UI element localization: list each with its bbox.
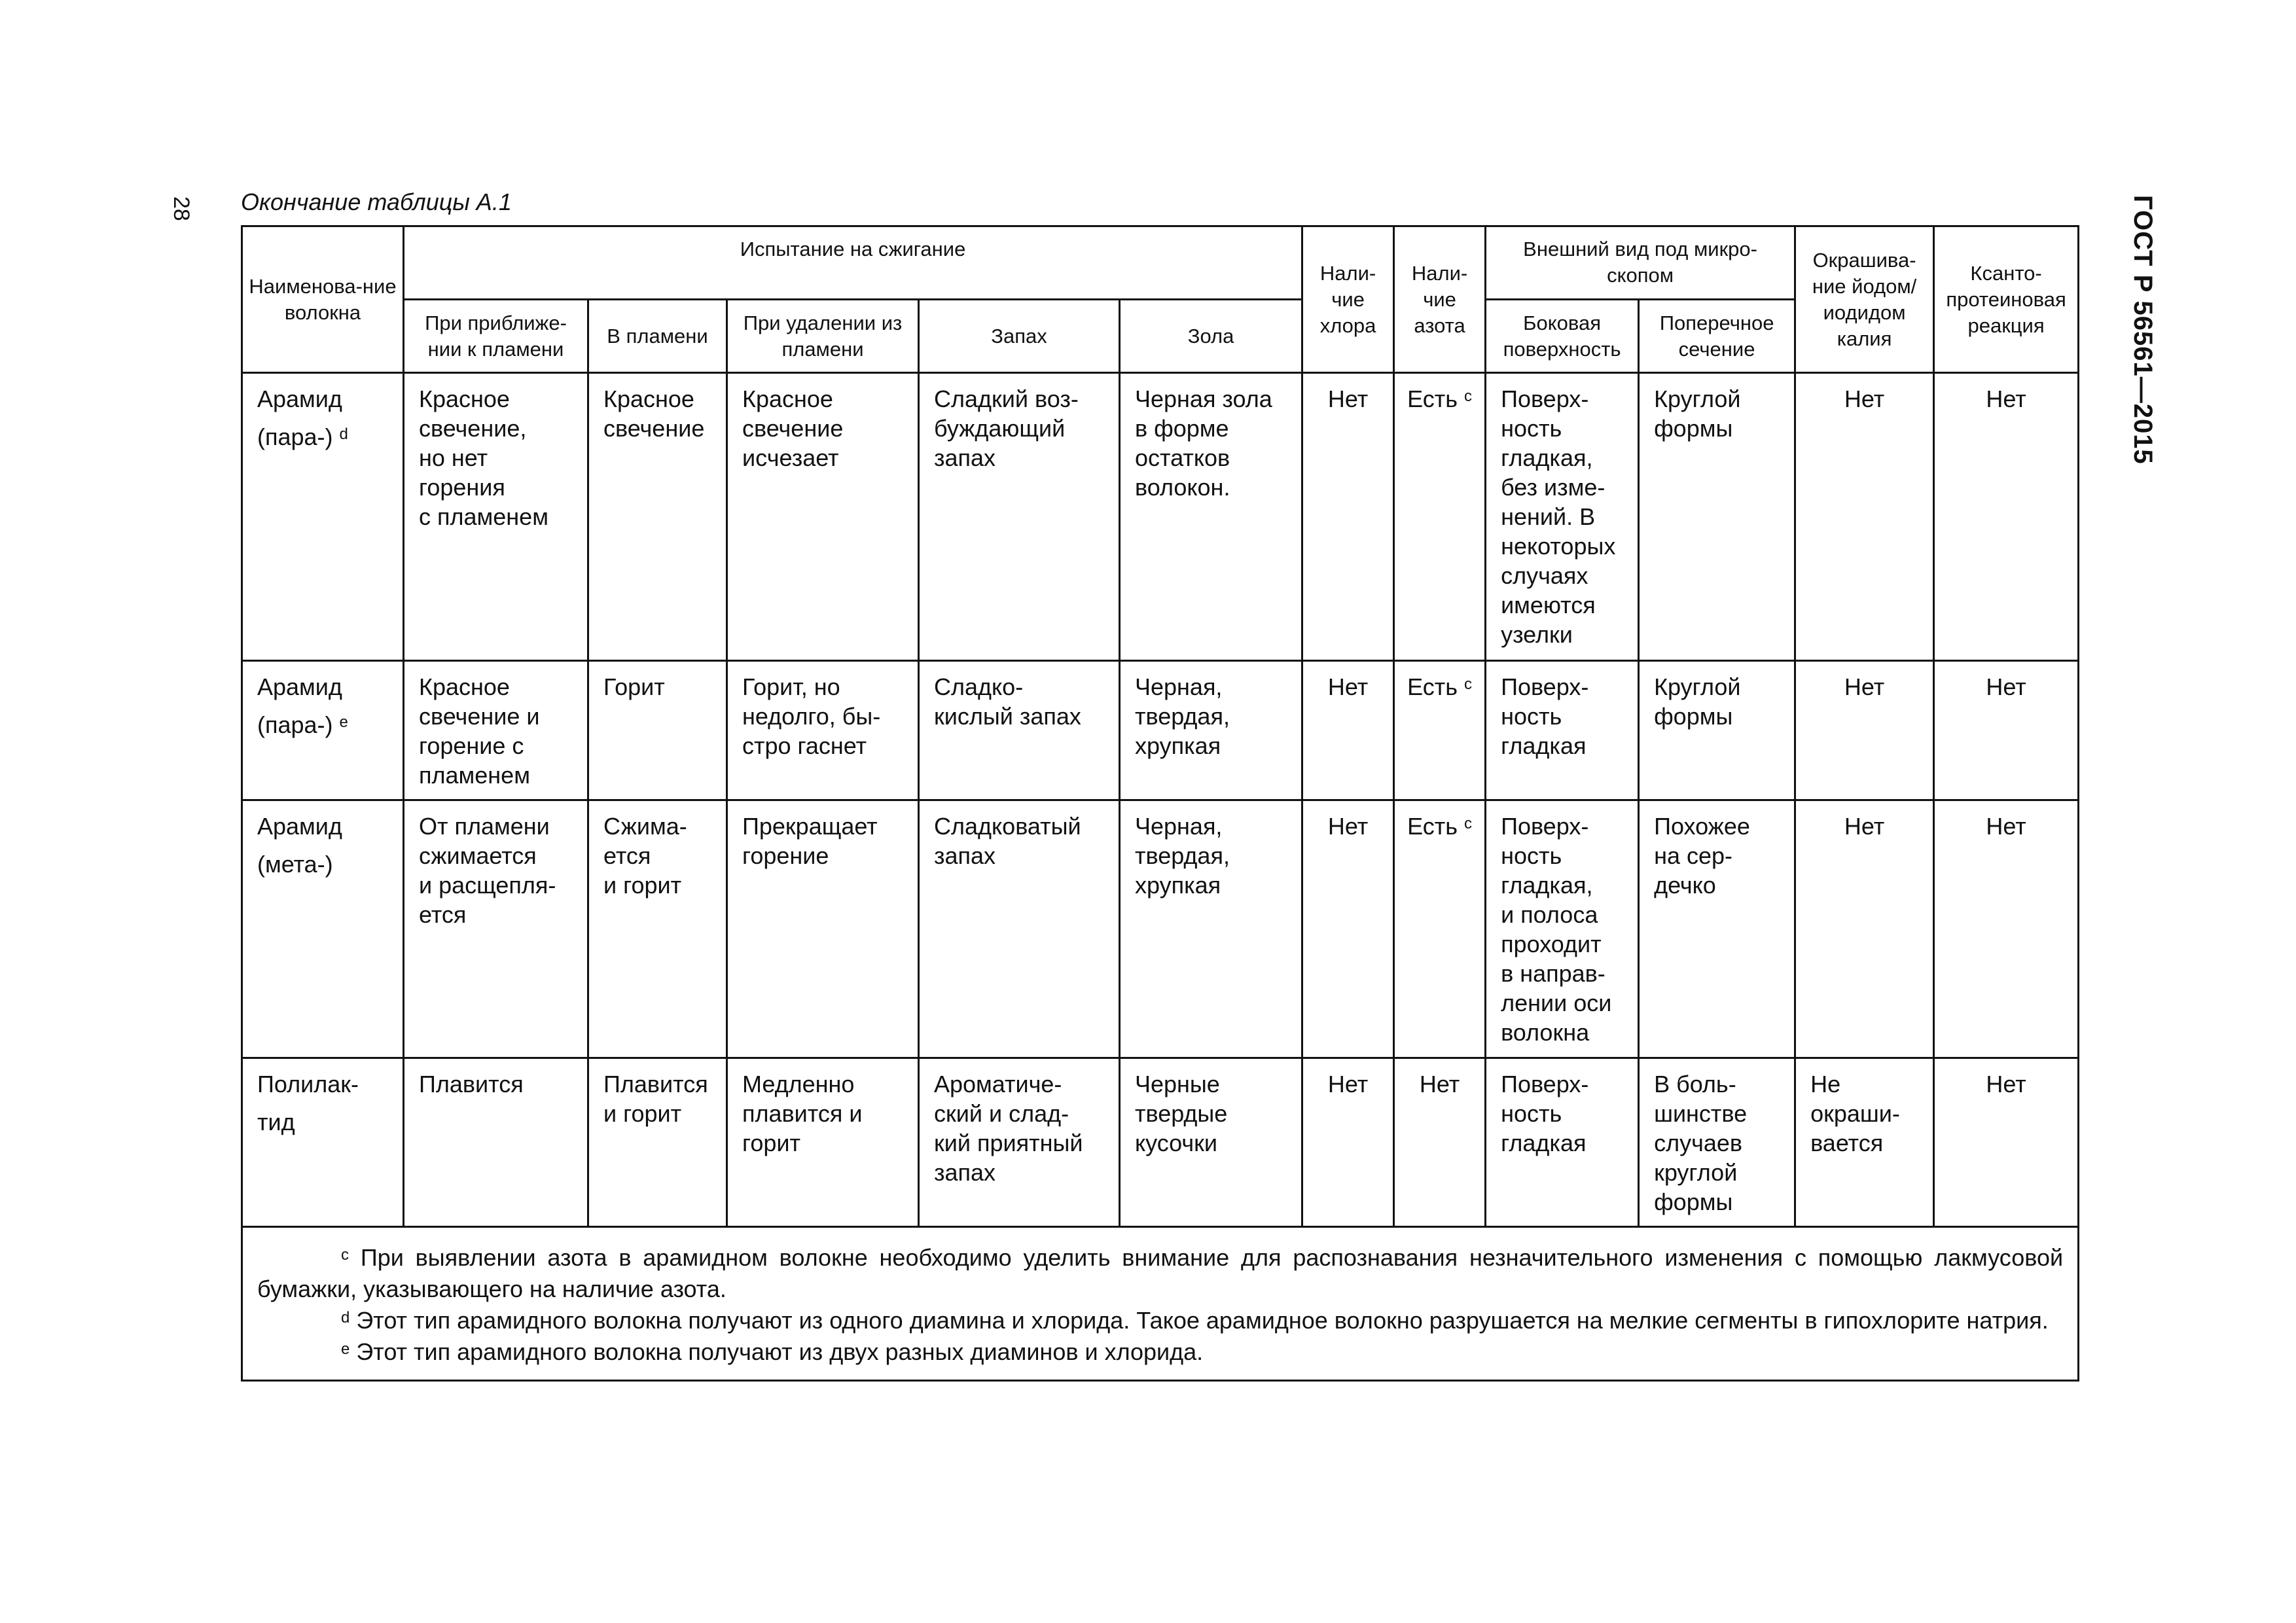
cell-line: тид: [257, 1109, 295, 1135]
cell-line: нений. В: [1501, 503, 1596, 530]
header-burn-test: Испытание на сжигание: [404, 226, 1302, 300]
cell-line: хрупкая: [1135, 732, 1221, 759]
cell-line: гладкая: [1501, 1130, 1587, 1156]
cell-approach: [404, 373, 588, 661]
cell-smell: [919, 373, 1120, 661]
cell-line: (пара-) $^d$: [257, 423, 348, 450]
header-side-surface: Боковая поверхность: [1486, 300, 1639, 373]
cell-in-flame: [588, 1058, 727, 1227]
cell-line: круглой: [1654, 1159, 1738, 1186]
cell-line: без изме-: [1501, 474, 1605, 501]
cell-removal: [727, 661, 919, 800]
cell-line: и расщепля-: [419, 872, 556, 899]
footnote-mark: d: [341, 1309, 350, 1327]
cell-ash: [1120, 661, 1302, 800]
cell-line: волокон.: [1135, 474, 1230, 501]
cell-line: стро гаснет: [742, 732, 867, 759]
header-xanthoprotein: Ксанто-протеиновая реакция: [1934, 226, 2079, 373]
cell-line: пламенем: [419, 762, 530, 789]
table-row: [242, 800, 2079, 1058]
cell-line: гладкая,: [1501, 872, 1593, 899]
cell-line: Красное: [603, 385, 694, 412]
cell-line: запах: [934, 842, 996, 869]
page-number: 28: [169, 196, 194, 221]
cell-line: Черная зола: [1135, 385, 1272, 412]
cell-line: твердая,: [1135, 703, 1230, 730]
footnote-mark: c: [341, 1246, 349, 1264]
cell-line: Медленно: [742, 1071, 855, 1097]
cell-ash: [1120, 1058, 1302, 1227]
cell-line: имеются: [1501, 592, 1596, 618]
cell-line: ность: [1501, 415, 1562, 442]
cell-line: дечко: [1654, 872, 1716, 899]
cell-line: Сладко-: [934, 673, 1024, 700]
cell-line: случаях: [1501, 562, 1588, 589]
cell-line: свечение и: [419, 703, 540, 730]
cell-line: лении оси: [1501, 990, 1612, 1016]
cell-cross-section: [1639, 373, 1795, 661]
cell-line: в форме: [1135, 415, 1229, 442]
header-chlorine: Нали-чие хлора: [1302, 226, 1394, 373]
cell-line: недолго, бы-: [742, 703, 881, 730]
footnote-mark: c: [1464, 675, 1472, 693]
cell-line: Горит: [603, 673, 665, 700]
cell-fiber-name: [242, 1058, 404, 1227]
cell-line: От пламени: [419, 813, 550, 840]
cell-line: и горит: [603, 872, 682, 899]
cell-line: плавится и: [742, 1100, 863, 1127]
cell-xanthoprotein: Нет: [1934, 800, 2079, 1058]
cell-line: Поверх-: [1501, 813, 1589, 840]
cell-chlorine: Нет: [1302, 1058, 1394, 1227]
cell-line: и полоса: [1501, 901, 1598, 928]
cell-line: формы: [1654, 1188, 1733, 1215]
cell-line: Арамид: [257, 673, 342, 700]
cell-xanthoprotein: Нет: [1934, 373, 2079, 661]
cell-line: Горит, но: [742, 673, 840, 700]
table-row: [242, 661, 2079, 800]
cell-fiber-name: [242, 800, 404, 1058]
table-row: [242, 373, 2079, 661]
cell-line: (мета-): [257, 851, 333, 878]
footnote-text: При выявлении азота в арамидном волокне необходимо уделить внимание для распознавания незначительного изменения с помощью лакмусовой бумажки, указывающего на наличие азота.: [257, 1244, 2064, 1302]
footnote-mark: e: [339, 713, 348, 731]
cell-line: свечение,: [419, 415, 527, 442]
cell-line: Черные: [1135, 1071, 1220, 1097]
cell-line: но нет: [419, 444, 488, 471]
cell-iodine: Нет: [1795, 661, 1934, 800]
cell-line: Поверх-: [1501, 673, 1589, 700]
cell-chlorine: Нет: [1302, 800, 1394, 1058]
cell-removal: [727, 800, 919, 1058]
cell-line: шинстве: [1654, 1100, 1748, 1127]
footnote-text: Этот тип арамидного волокна получают из двух разных диаминов и хлорида.: [350, 1338, 1204, 1365]
cell-line: Поверх-: [1501, 1071, 1589, 1097]
cell-line: свечение: [742, 415, 844, 442]
cell-nitrogen: Нет: [1394, 1058, 1486, 1227]
footnote: [257, 1336, 2063, 1368]
cell-line: кислый запах: [934, 703, 1081, 730]
cell-line: Черная,: [1135, 813, 1223, 840]
cell-chlorine: Нет: [1302, 373, 1394, 661]
cell-line: гладкая: [1501, 732, 1587, 759]
cell-line: твердая,: [1135, 842, 1230, 869]
cell-line: ется: [419, 901, 467, 928]
cell-line: свечение: [603, 415, 705, 442]
cell-line: на сер-: [1654, 842, 1732, 869]
cell-line: горение с: [419, 732, 524, 759]
cell-in-flame: [588, 661, 727, 800]
cell-smell: [919, 1058, 1120, 1227]
cell-fiber-name: [242, 373, 404, 661]
cell-iodine: [1795, 1058, 1934, 1227]
cell-side-surface: [1486, 1058, 1639, 1227]
cell-line: Похожее: [1654, 813, 1750, 840]
cell-xanthoprotein: Нет: [1934, 661, 2079, 800]
cell-line: Прекращает: [742, 813, 878, 840]
cell-line: волокна: [1501, 1019, 1590, 1046]
cell-cross-section: [1639, 1058, 1795, 1227]
cell-line: проходит: [1501, 931, 1602, 957]
cell-line: Арамид: [257, 385, 342, 412]
cell-line: и горит: [603, 1100, 682, 1127]
cell-line: запах: [934, 444, 996, 471]
cell-nitrogen: Есть $^c$: [1394, 373, 1486, 661]
cell-line: ется: [603, 842, 651, 869]
cell-iodine: Нет: [1795, 373, 1934, 661]
cell-removal: [727, 1058, 919, 1227]
cell-approach: [404, 1058, 588, 1227]
header-smell: Запах: [919, 300, 1120, 373]
cell-approach: [404, 800, 588, 1058]
cell-line: ность: [1501, 703, 1562, 730]
cell-nitrogen: Есть $^c$: [1394, 800, 1486, 1058]
header-removal: При удалении из пламени: [727, 300, 919, 373]
header-iodine: Окрашива-ние йодом/ иодидом калия: [1795, 226, 1934, 373]
table-row: [242, 1058, 2079, 1227]
footnote: [257, 1242, 2063, 1305]
cell-line: горение: [742, 842, 829, 869]
header-in-flame: В пламени: [588, 300, 727, 373]
cell-line: Плавится: [419, 1071, 524, 1097]
cell-removal: [727, 373, 919, 661]
cell-line: горит: [742, 1130, 800, 1156]
cell-line: Полилак-: [257, 1071, 359, 1097]
cell-approach: [404, 661, 588, 800]
header-nitrogen: Нали-чие азота: [1394, 226, 1486, 373]
cell-cross-section: [1639, 661, 1795, 800]
footnote-mark: c: [1464, 387, 1472, 405]
footnote-mark: c: [1464, 815, 1472, 832]
cell-line: узелки: [1501, 621, 1573, 648]
cell-in-flame: [588, 800, 727, 1058]
table-caption: Окончание таблицы А.1: [241, 188, 512, 215]
cell-side-surface: [1486, 661, 1639, 800]
table-notes: [242, 1227, 2079, 1381]
cell-side-surface: [1486, 800, 1639, 1058]
cell-line: кусочки: [1135, 1130, 1217, 1156]
cell-line: окраши-: [1810, 1100, 1900, 1127]
cell-line: вается: [1810, 1130, 1884, 1156]
cell-line: хрупкая: [1135, 872, 1221, 899]
cell-line: Не: [1810, 1071, 1841, 1097]
header-cross-section: Поперечное сечение: [1639, 300, 1795, 373]
cell-line: кий приятный: [934, 1130, 1083, 1156]
cell-line: сжимается: [419, 842, 537, 869]
cell-line: исчезает: [742, 444, 839, 471]
cell-nitrogen: Есть $^c$: [1394, 661, 1486, 800]
cell-line: Красное: [419, 673, 510, 700]
cell-line: формы: [1654, 703, 1733, 730]
header-approach: При приближе-нии к пламени: [404, 300, 588, 373]
cell-cross-section: [1639, 800, 1795, 1058]
cell-line: формы: [1654, 415, 1733, 442]
cell-line: Сладкий воз-: [934, 385, 1079, 412]
cell-line: Сжима-: [603, 813, 687, 840]
cell-line: ский и слад-: [934, 1100, 1069, 1127]
cell-iodine: Нет: [1795, 800, 1934, 1058]
cell-line: запах: [934, 1159, 996, 1186]
header-microscope: Внешний вид под микро-скопом: [1486, 226, 1795, 300]
cell-line: буждающий: [934, 415, 1066, 442]
cell-line: с пламенем: [419, 503, 548, 530]
cell-line: горения: [419, 474, 505, 501]
footnote-text: Этот тип арамидного волокна получают из одного диамина и хлорида. Такое арамидное волокно разрушается на мелкие сегменты в гипохлорите натрия.: [350, 1307, 2049, 1334]
cell-in-flame: [588, 373, 727, 661]
header-ash: Зола: [1120, 300, 1302, 373]
cell-smell: [919, 661, 1120, 800]
cell-line: Красное: [419, 385, 510, 412]
standard-code: ГОСТ Р 56561—2015: [2128, 195, 2157, 465]
cell-side-surface: [1486, 373, 1639, 661]
cell-smell: [919, 800, 1120, 1058]
cell-xanthoprotein: Нет: [1934, 1058, 2079, 1227]
cell-line: Круглой: [1654, 385, 1741, 412]
cell-fiber-name: [242, 661, 404, 800]
cell-line: Плавится: [603, 1071, 708, 1097]
cell-line: ность: [1501, 1100, 1562, 1127]
cell-line: ность: [1501, 842, 1562, 869]
cell-chlorine: Нет: [1302, 661, 1394, 800]
cell-line: остатков: [1135, 444, 1230, 471]
cell-ash: [1120, 800, 1302, 1058]
cell-line: Поверх-: [1501, 385, 1589, 412]
cell-line: Арамид: [257, 813, 342, 840]
header-fiber-name: Наименова-ние волокна: [242, 226, 404, 373]
cell-line: Сладковатый: [934, 813, 1081, 840]
cell-line: некоторых: [1501, 533, 1616, 560]
cell-line: Красное: [742, 385, 833, 412]
cell-line: гладкая,: [1501, 444, 1593, 471]
cell-ash: [1120, 373, 1302, 661]
cell-line: Ароматиче-: [934, 1071, 1062, 1097]
cell-line: случаев: [1654, 1130, 1742, 1156]
footnote-mark: d: [339, 425, 348, 443]
cell-line: твердые: [1135, 1100, 1228, 1127]
footnote: [257, 1305, 2063, 1336]
fiber-burn-table: [241, 225, 2079, 1382]
footnote-mark: e: [341, 1340, 350, 1358]
cell-line: в направ-: [1501, 960, 1605, 987]
cell-line: В боль-: [1654, 1071, 1736, 1097]
cell-line: (пара-) $^e$: [257, 711, 348, 738]
cell-line: Круглой: [1654, 673, 1741, 700]
cell-line: Черная,: [1135, 673, 1223, 700]
